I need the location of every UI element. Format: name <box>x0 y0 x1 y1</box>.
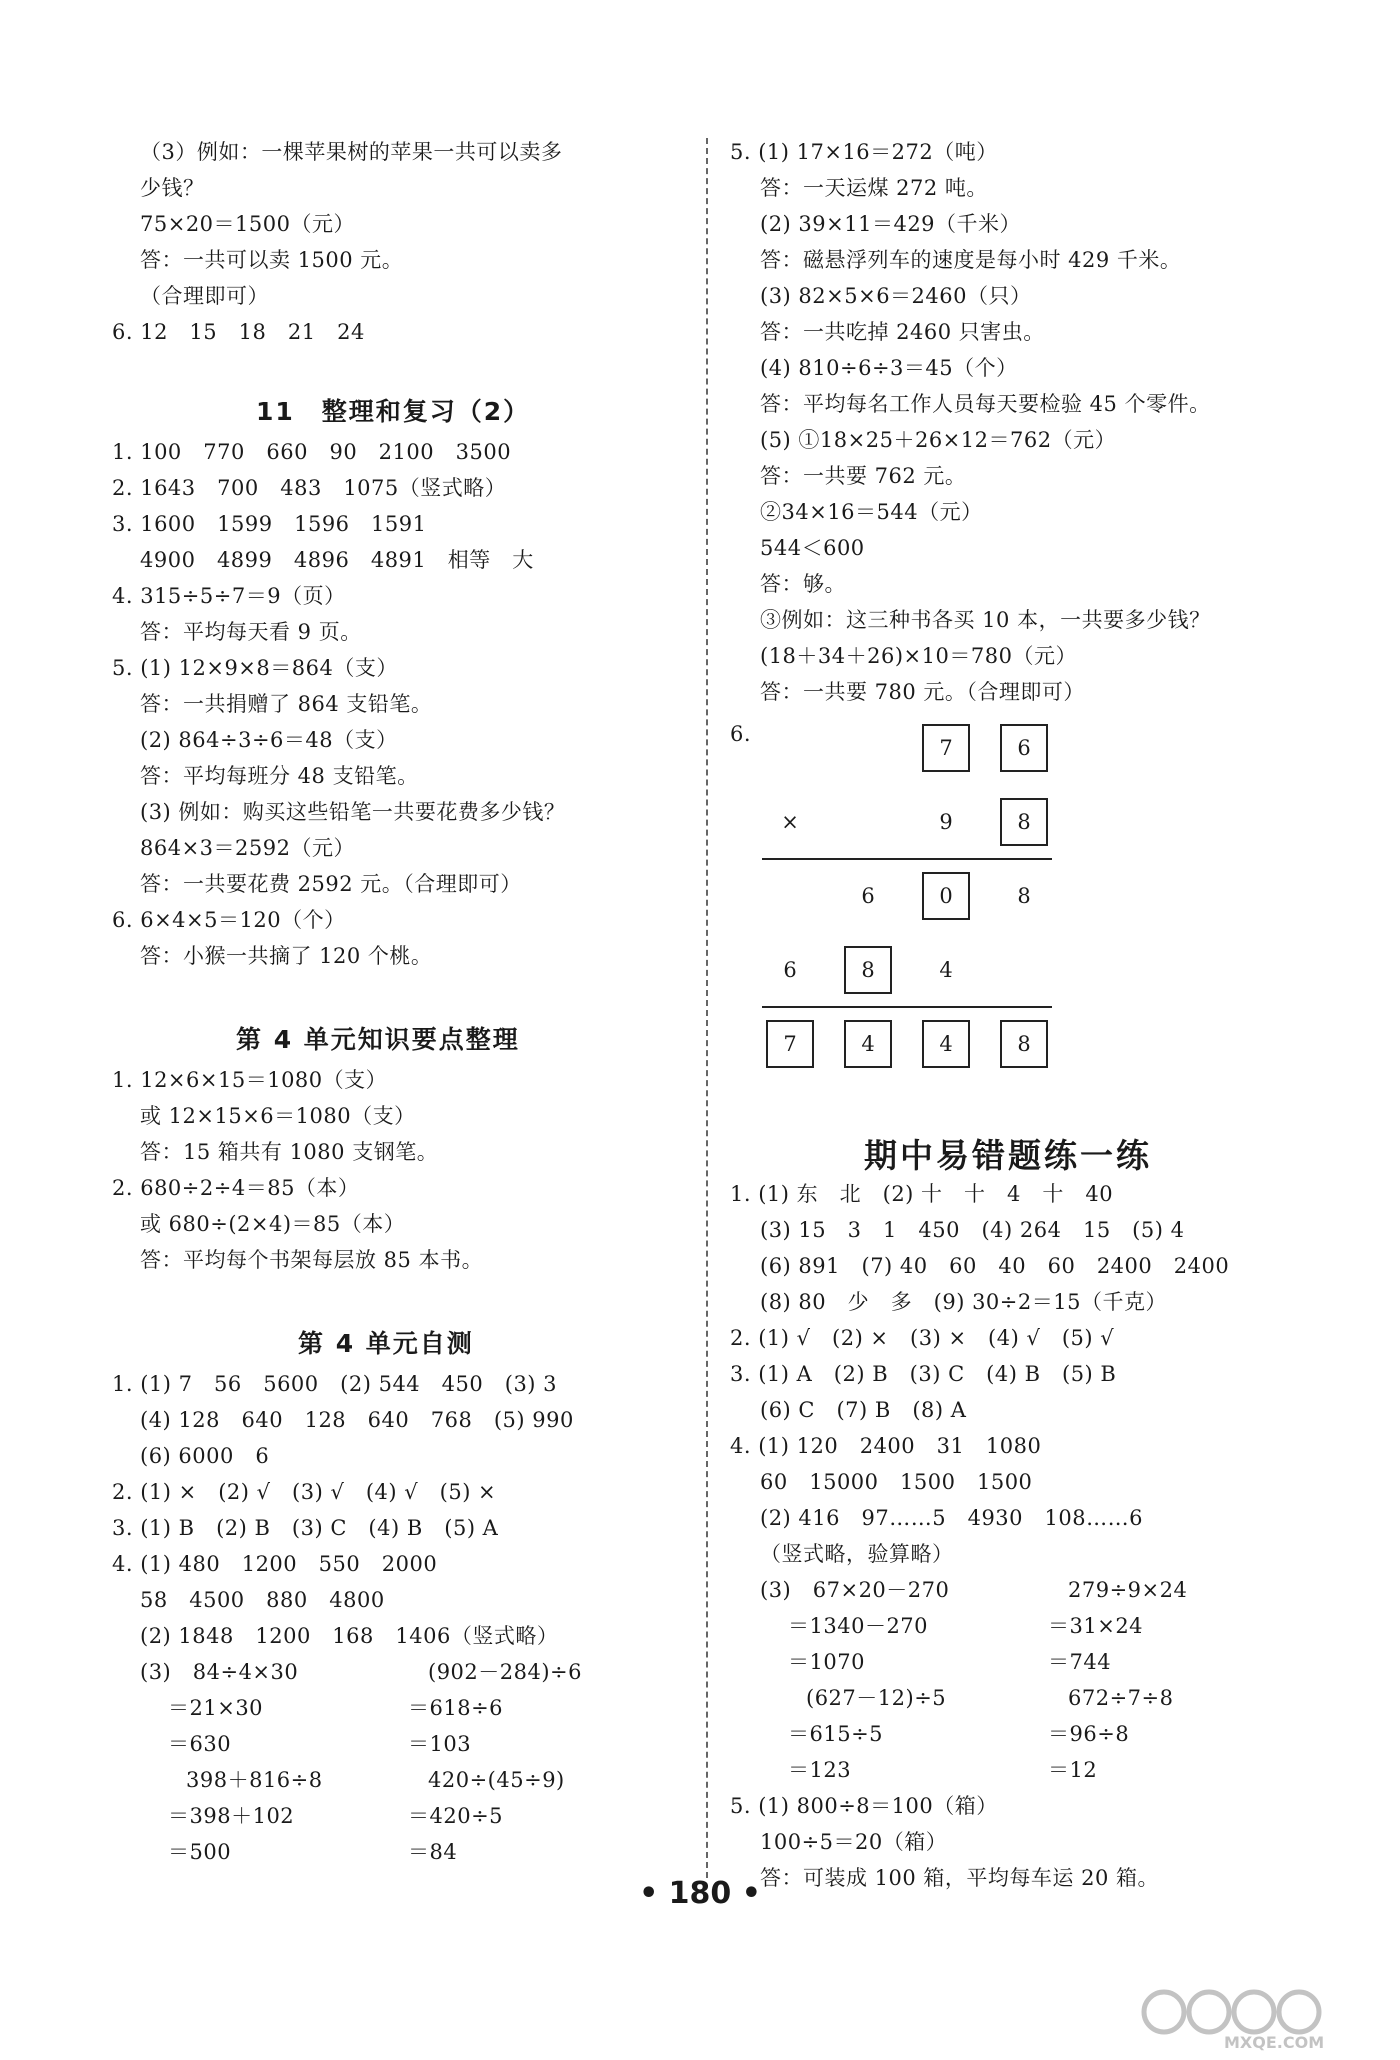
text-line: (6) 6000 6 <box>140 1444 270 1468</box>
text-line: 5. (1) 800÷8＝100（箱） <box>730 1794 998 1818</box>
text-line: 1. (1) 东 北 (2) 十 十 4 十 40 <box>730 1182 1114 1206</box>
digit: 6 <box>861 884 875 908</box>
text-line: 答：可装成 100 箱，平均每车运 20 箱。 <box>760 1866 1160 1890</box>
text-line: 6. 12 15 18 21 24 <box>112 320 365 344</box>
text-line: 答：平均每个书架每层放 85 本书。 <box>140 1248 484 1272</box>
text-line: 2. 1643 700 483 1075（竖式略） <box>112 476 507 500</box>
section-heading: 第 4 单元自测 <box>298 1329 474 1358</box>
text-line: (2) 39×11＝429（千米） <box>760 212 1022 236</box>
text-line: 6. 6×4×5＝120（个） <box>112 908 346 932</box>
text-line: (4) 128 640 128 640 768 (5) 990 <box>140 1408 574 1432</box>
text-line: 544＜600 <box>760 536 865 560</box>
text-line: (6) C (7) B (8) A <box>760 1398 967 1422</box>
calc-line: ＝21×30 <box>168 1696 264 1720</box>
calc-line: 398＋816÷8 <box>186 1768 323 1792</box>
question-number: 6. <box>730 722 752 746</box>
calc-line: ＝103 <box>408 1732 472 1756</box>
calc-line: ＝500 <box>168 1840 232 1864</box>
calc-line: ＝31×24 <box>1048 1614 1144 1638</box>
text-line: (2) 864÷3÷6＝48（支） <box>140 728 398 752</box>
calc-line: ＝96÷8 <box>1048 1722 1130 1746</box>
text-line: 5. (1) 12×9×8＝864（支） <box>112 656 398 680</box>
sum-rule <box>762 1006 1052 1008</box>
text-line: 2. (1) √ (2) × (3) × (4) √ (5) √ <box>730 1326 1115 1350</box>
calc-line: (3) 67×20－270 <box>760 1578 950 1602</box>
text-line: 答：一共要 762 元。 <box>760 464 967 488</box>
digit-box: 6 <box>1000 724 1048 772</box>
text-line: 答：一天运煤 272 吨。 <box>760 176 988 200</box>
multiply-sign: × <box>781 810 799 834</box>
calc-line: ＝744 <box>1048 1650 1112 1674</box>
section-heading: 第 4 单元知识要点整理 <box>236 1025 520 1054</box>
text-line: （合理即可） <box>140 284 269 308</box>
digit-box: 7 <box>922 724 970 772</box>
text-line: (3) 15 3 1 450 (4) 264 15 (5) 4 <box>760 1218 1185 1242</box>
text-line: 答：小猴一共摘了 120 个桃。 <box>140 944 433 968</box>
digit: 8 <box>1017 884 1031 908</box>
text-line: (3) 例如：购买这些铅笔一共要花费多少钱？ <box>140 800 566 824</box>
text-line: 1. (1) 7 56 5600 (2) 544 450 (3) 3 <box>112 1372 558 1396</box>
text-line: 3. (1) B (2) B (3) C (4) B (5) A <box>112 1516 499 1540</box>
digit-box: 8 <box>844 946 892 994</box>
calc-line: ＝398＋102 <box>168 1804 295 1828</box>
calc-line: (627－12)÷5 <box>806 1686 947 1710</box>
text-line: 3. (1) A (2) B (3) C (4) B (5) B <box>730 1362 1117 1386</box>
text-line: 58 4500 880 4800 <box>140 1588 385 1612</box>
text-line: 答：够。 <box>760 572 846 596</box>
text-line: 少钱？ <box>140 176 205 200</box>
calc-line: ＝84 <box>408 1840 458 1864</box>
digit: 4 <box>939 958 953 982</box>
digit-box: 8 <box>1000 798 1048 846</box>
calc-line: (902－284)÷6 <box>428 1660 583 1684</box>
product-rule <box>762 858 1052 860</box>
text-line: 60 15000 1500 1500 <box>760 1470 1033 1494</box>
text-line: (5) ①18×25＋26×12＝762（元） <box>760 428 1117 452</box>
text-line: 答：平均每名工作人员每天要检验 45 个零件。 <box>760 392 1211 416</box>
text-line: 答：一共吃掉 2460 只害虫。 <box>760 320 1045 344</box>
calc-line: ＝630 <box>168 1732 232 1756</box>
text-line: ②34×16＝544（元） <box>760 500 983 524</box>
digit-box: 0 <box>922 872 970 920</box>
text-line: 4900 4899 4896 4891 相等 大 <box>140 548 534 572</box>
text-line: 答：一共要花费 2592 元。（合理即可） <box>140 872 522 896</box>
text-line: 3. 1600 1599 1596 1591 <box>112 512 427 536</box>
text-line: （3）例如：一棵苹果树的苹果一共可以卖多 <box>140 140 563 164</box>
text-line: 4. (1) 120 2400 31 1080 <box>730 1434 1042 1458</box>
text-line: 答：一共要 780 元。（合理即可） <box>760 680 1085 704</box>
text-line: 5. (1) 17×16＝272（吨） <box>730 140 998 164</box>
calc-line: 420÷(45÷9) <box>428 1768 565 1792</box>
text-line: 75×20＝1500（元） <box>140 212 355 236</box>
text-line: 4. 315÷5÷7＝9（页） <box>112 584 346 608</box>
digit-box: 8 <box>1000 1020 1048 1068</box>
text-line: 答：一共可以卖 1500 元。 <box>140 248 404 272</box>
text-line: 答：一共捐赠了 864 支铅笔。 <box>140 692 433 716</box>
calc-line: ＝615÷5 <box>788 1722 884 1746</box>
section-heading: 期中易错题练一练 <box>864 1136 1152 1175</box>
calc-line: ＝420÷5 <box>408 1804 504 1828</box>
text-line: 2. 680÷2÷4＝85（本） <box>112 1176 360 1200</box>
calc-line: ＝618÷6 <box>408 1696 504 1720</box>
text-line: 1. 12×6×15＝1080（支） <box>112 1068 388 1092</box>
text-line: 答：平均每班分 48 支铅笔。 <box>140 764 419 788</box>
calc-line: ＝12 <box>1048 1758 1098 1782</box>
text-line: 答：15 箱共有 1080 支钢笔。 <box>140 1140 439 1164</box>
watermark-logo <box>1134 1982 1384 2052</box>
digit: 6 <box>783 958 797 982</box>
text-line: 100÷5＝20（箱） <box>760 1830 948 1854</box>
svg-text:MXQE.COM: MXQE.COM <box>1224 2033 1325 2052</box>
text-line: (6) 891 (7) 40 60 40 60 2400 2400 <box>760 1254 1230 1278</box>
digit-box: 7 <box>766 1020 814 1068</box>
page-number: • 180 • <box>639 1876 761 1911</box>
section-heading: 11 整理和复习（2） <box>256 397 531 426</box>
calc-line: 279÷9×24 <box>1068 1578 1188 1602</box>
digit-box: 4 <box>844 1020 892 1068</box>
text-line: 或 680÷(2×4)＝85（本） <box>140 1212 406 1236</box>
text-line: (18＋34＋26)×10＝780（元） <box>760 644 1077 668</box>
text-line: 4. (1) 480 1200 550 2000 <box>112 1552 438 1576</box>
text-line: 864×3＝2592（元） <box>140 836 355 860</box>
column-divider <box>706 138 708 1878</box>
text-line: (3) 82×5×6＝2460（只） <box>760 284 1032 308</box>
digit-box: 4 <box>922 1020 970 1068</box>
text-line: 答：磁悬浮列车的速度是每小时 429 千米。 <box>760 248 1182 272</box>
calc-line: (3) 84÷4×30 <box>140 1660 299 1684</box>
text-line: 或 12×15×6＝1080（支） <box>140 1104 416 1128</box>
text-line: (2) 1848 1200 168 1406（竖式略） <box>140 1624 559 1648</box>
text-line: 2. (1) × (2) √ (3) √ (4) √ (5) × <box>112 1480 497 1504</box>
text-line: ③例如：这三种书各买 10 本，一共要多少钱？ <box>760 608 1211 632</box>
text-line: (4) 810÷6÷3＝45（个） <box>760 356 1018 380</box>
calc-line: ＝123 <box>788 1758 852 1782</box>
text-line: (8) 80 少 多 (9) 30÷2＝15（千克） <box>760 1290 1167 1314</box>
text-line: （竖式略，验算略） <box>760 1542 954 1566</box>
calc-line: 672÷7÷8 <box>1068 1686 1174 1710</box>
text-line: 1. 100 770 660 90 2100 3500 <box>112 440 512 464</box>
text-line: (2) 416 97……5 4930 108……6 <box>760 1506 1143 1530</box>
digit: 9 <box>939 810 953 834</box>
text-line: 答：平均每天看 9 页。 <box>140 620 362 644</box>
calc-line: ＝1340－270 <box>788 1614 929 1638</box>
calc-line: ＝1070 <box>788 1650 865 1674</box>
